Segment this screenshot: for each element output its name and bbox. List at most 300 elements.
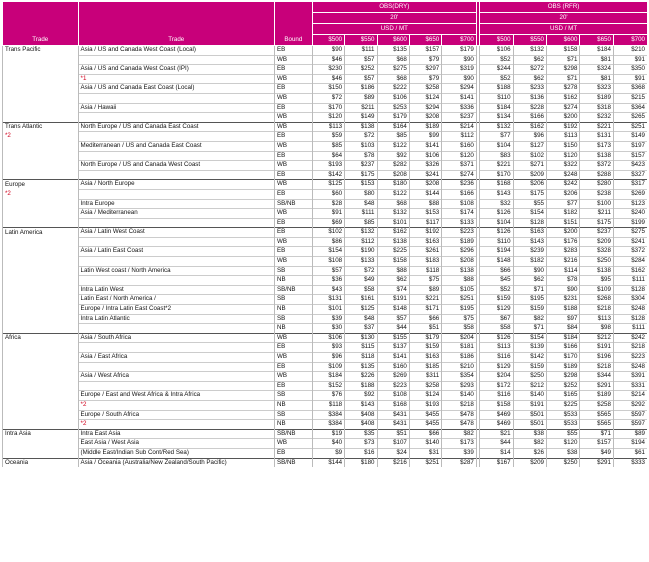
- table-row: [3, 170, 648, 180]
- rfr-rate-cell: $265: [613, 113, 647, 123]
- dry-rate-cell: $57: [312, 266, 344, 276]
- dry-rate-cell: $161: [345, 295, 377, 305]
- table-header: [3, 2, 648, 46]
- dry-rate-cell: $80: [345, 189, 377, 199]
- rfr-rate-cell: $128: [613, 285, 647, 295]
- rfr-rate-cell: $284: [613, 257, 647, 267]
- region-cell: [3, 353, 79, 363]
- dry-rate-cell: $144: [409, 189, 441, 199]
- trade-cell: Asia / US and Canada East Coast (Local): [78, 84, 274, 94]
- table-row: [3, 429, 648, 439]
- dry-group-header: OBS(DRY): [312, 2, 476, 13]
- dry-rate-cell: $72: [345, 266, 377, 276]
- trade-cell: [78, 324, 274, 334]
- rfr-rate-cell: $84: [546, 324, 579, 334]
- region-cell: Oceania: [3, 458, 79, 467]
- rfr-rate-cell: $134: [480, 113, 513, 123]
- trade-cell: (Middle East/Indian Sub Cont/Red Sea): [78, 448, 274, 458]
- dry-rate-cell: $431: [377, 410, 409, 420]
- table-row: [3, 189, 648, 199]
- price-header: $600: [546, 35, 579, 46]
- table-row: [3, 151, 648, 161]
- rfr-rate-cell: $200: [546, 228, 579, 238]
- dry-rate-cell: $30: [312, 324, 344, 334]
- trade-cell: [78, 276, 274, 286]
- dry-rate-cell: $72: [345, 132, 377, 142]
- rfr-rate-cell: $268: [580, 295, 613, 305]
- rfr-rate-cell: $242: [613, 333, 647, 343]
- rfr-rate-cell: $148: [480, 257, 513, 267]
- rfr-rate-cell: $184: [480, 103, 513, 113]
- rfr-rate-cell: $173: [580, 141, 613, 151]
- rfr-rate-cell: $77: [480, 132, 513, 142]
- dry-rate-cell: $106: [409, 151, 441, 161]
- dry-rate-cell: $44: [377, 324, 409, 334]
- rfr-rate-cell: $66: [480, 266, 513, 276]
- dry-rate-cell: $180: [345, 458, 377, 467]
- dry-rate-cell: $135: [377, 46, 409, 56]
- region-cell: [3, 276, 79, 286]
- table-row: [3, 448, 648, 458]
- rfr-rate-cell: $597: [613, 420, 647, 430]
- rfr-rate-cell: $116: [480, 391, 513, 401]
- dry-rate-cell: $153: [345, 180, 377, 190]
- rfr-rate-cell: $597: [613, 410, 647, 420]
- rfr-rate-cell: $83: [480, 151, 513, 161]
- bound-cell: EB: [274, 247, 312, 257]
- dry-rate-cell: $141: [409, 141, 441, 151]
- rfr-rate-cell: $209: [513, 458, 546, 467]
- rfr-rate-cell: $158: [546, 46, 579, 56]
- rfr-rate-cell: $252: [546, 381, 579, 391]
- trade-cell: Asia / Mediterranean: [78, 209, 274, 219]
- rfr-rate-cell: $142: [513, 353, 546, 363]
- rfr-rate-cell: $62: [513, 55, 546, 65]
- rfr-rate-cell: $89: [613, 429, 647, 439]
- rfr-rate-cell: $154: [513, 333, 546, 343]
- dry-rate-cell: $371: [442, 161, 477, 171]
- trade-cell: *2: [78, 420, 274, 430]
- dry-rate-cell: $269: [377, 372, 409, 382]
- bound-cell: WB: [274, 180, 312, 190]
- price-header: $650: [580, 35, 613, 46]
- region-cell: [3, 237, 79, 247]
- bound-cell: WB: [274, 141, 312, 151]
- rfr-rate-cell: $81: [580, 74, 613, 84]
- rfr-rate-cell: $318: [580, 103, 613, 113]
- bound-cell: WB: [274, 74, 312, 84]
- dry-rate-cell: $191: [377, 295, 409, 305]
- dry-rate-cell: $48: [345, 199, 377, 209]
- rfr-rate-cell: $91: [613, 55, 647, 65]
- region-cell: [3, 362, 79, 372]
- region-cell: [3, 113, 79, 123]
- dry-rate-cell: $68: [377, 74, 409, 84]
- dry-rate-cell: $189: [409, 122, 441, 132]
- dry-rate-cell: $66: [409, 314, 441, 324]
- rfr-unit-header: USD / MT: [480, 24, 647, 35]
- dry-rate-cell: $59: [312, 132, 344, 142]
- rfr-rate-cell: $350: [613, 65, 647, 75]
- rfr-rate-cell: $248: [613, 305, 647, 315]
- trade-cell: Asia / Latin East Coast: [78, 247, 274, 257]
- price-header: $700: [442, 35, 477, 46]
- dry-rate-cell: $211: [345, 103, 377, 113]
- region-cell: [3, 391, 79, 401]
- dry-rate-cell: $118: [312, 400, 344, 410]
- rfr-rate-cell: $250: [546, 458, 579, 467]
- rfr-rate-cell: $215: [613, 93, 647, 103]
- rfr-rate-cell: $126: [480, 209, 513, 219]
- dry-rate-cell: $159: [409, 343, 441, 353]
- dry-rate-cell: $89: [345, 93, 377, 103]
- rfr-rate-cell: $162: [546, 93, 579, 103]
- price-header: $550: [345, 35, 377, 46]
- rfr-rate-cell: $116: [480, 353, 513, 363]
- region-cell: [3, 151, 79, 161]
- rfr-rate-cell: $26: [513, 448, 546, 458]
- rfr-rate-cell: $322: [546, 161, 579, 171]
- table-row: [3, 65, 648, 75]
- table-row: [3, 228, 648, 238]
- rfr-rate-cell: $195: [513, 295, 546, 305]
- rfr-rate-cell: $128: [513, 218, 546, 228]
- bound-cell: EB: [274, 132, 312, 142]
- rfr-rate-cell: $206: [513, 180, 546, 190]
- rfr-rate-cell: $372: [580, 161, 613, 171]
- dry-rate-cell: $166: [442, 189, 477, 199]
- bound-cell: WB: [274, 439, 312, 449]
- dry-rate-cell: $75: [409, 276, 441, 286]
- rfr-rate-cell: $191: [580, 343, 613, 353]
- rfr-rate-cell: $188: [546, 305, 579, 315]
- rfr-rate-cell: $269: [613, 189, 647, 199]
- dry-rate-cell: $478: [442, 420, 477, 430]
- dry-rate-cell: $122: [377, 141, 409, 151]
- trade-cell: [78, 132, 274, 142]
- dry-rate-cell: $111: [345, 209, 377, 219]
- table-row: [3, 400, 648, 410]
- dry-rate-cell: $153: [409, 209, 441, 219]
- dry-rate-cell: $117: [409, 218, 441, 228]
- region-cell: [3, 218, 79, 228]
- dry-rate-cell: $99: [409, 132, 441, 142]
- rfr-rate-cell: $170: [546, 353, 579, 363]
- dry-rate-cell: $218: [442, 400, 477, 410]
- rfr-rate-cell: $90: [546, 285, 579, 295]
- table-row: [3, 276, 648, 286]
- dry-rate-cell: $275: [377, 65, 409, 75]
- rfr-rate-cell: $283: [546, 247, 579, 257]
- dry-rate-cell: $179: [377, 113, 409, 123]
- region-cell: [3, 55, 79, 65]
- rfr-rate-cell: $162: [513, 122, 546, 132]
- rfr-rate-cell: $317: [613, 180, 647, 190]
- dry-rate-cell: $85: [377, 132, 409, 142]
- bound-cell: WB: [274, 161, 312, 171]
- dry-rate-cell: $106: [377, 93, 409, 103]
- rfr-rate-cell: $104: [480, 141, 513, 151]
- table-row: [3, 295, 648, 305]
- dry-rate-cell: $408: [345, 410, 377, 420]
- trade-cell: [78, 381, 274, 391]
- rfr-rate-cell: $248: [613, 362, 647, 372]
- trade-cell: Asia / West Africa: [78, 372, 274, 382]
- rfr-rate-cell: $98: [580, 324, 613, 334]
- region-cell: [3, 266, 79, 276]
- dry-rate-cell: $160: [442, 141, 477, 151]
- dry-rate-cell: $132: [377, 209, 409, 219]
- dry-rate-cell: $105: [442, 285, 477, 295]
- rfr-rate-cell: $237: [580, 228, 613, 238]
- table-row: [3, 132, 648, 142]
- dry-rate-cell: $51: [409, 324, 441, 334]
- dry-rate-cell: $130: [345, 333, 377, 343]
- dry-rate-cell: $225: [377, 247, 409, 257]
- trade-cell: Europe / East and West Africa & Intra Africa: [78, 391, 274, 401]
- fuel-surcharge-table: [2, 2, 647, 467]
- dry-rate-cell: $223: [442, 228, 477, 238]
- dry-rate-cell: $214: [442, 122, 477, 132]
- dry-rate-cell: $28: [312, 199, 344, 209]
- dry-rate-cell: $122: [377, 189, 409, 199]
- bound-cell: EB: [274, 448, 312, 458]
- dry-rate-cell: $92: [377, 151, 409, 161]
- rfr-rate-cell: $62: [513, 276, 546, 286]
- table-row: [3, 314, 648, 324]
- dry-rate-cell: $148: [377, 305, 409, 315]
- rfr-rate-cell: $166: [546, 343, 579, 353]
- rfr-rate-cell: $189: [580, 93, 613, 103]
- dry-rate-cell: $106: [312, 333, 344, 343]
- dry-rate-cell: $69: [312, 218, 344, 228]
- dry-rate-cell: $297: [409, 65, 441, 75]
- trade-cell: [78, 113, 274, 123]
- rfr-rate-cell: $90: [513, 266, 546, 276]
- bound-cell: NB: [274, 400, 312, 410]
- table-row: [3, 458, 648, 467]
- rfr-rate-cell: $291: [580, 458, 613, 467]
- rfr-rate-cell: $275: [613, 228, 647, 238]
- rfr-rate-cell: $14: [480, 448, 513, 458]
- region-cell: [3, 65, 79, 75]
- dry-rate-cell: $24: [377, 448, 409, 458]
- region-cell: [3, 285, 79, 295]
- rfr-rate-cell: $196: [580, 353, 613, 363]
- table-row: [3, 305, 648, 315]
- table-row: [3, 410, 648, 420]
- table-row: [3, 141, 648, 151]
- trade-cell: North Europe / US and Canada West Coast: [78, 161, 274, 171]
- bound-cell: SB: [274, 266, 312, 276]
- dry-rate-cell: $188: [345, 381, 377, 391]
- rfr-rate-cell: $111: [613, 276, 647, 286]
- rfr-rate-cell: $67: [480, 314, 513, 324]
- rfr-rate-cell: $225: [546, 400, 579, 410]
- bound-cell: WB: [274, 333, 312, 343]
- rfr-rate-cell: $189: [546, 362, 579, 372]
- region-cell: *2: [3, 189, 79, 199]
- rfr-rate-cell: $143: [480, 189, 513, 199]
- rfr-rate-cell: $271: [513, 161, 546, 171]
- dry-rate-cell: $115: [345, 343, 377, 353]
- rfr-rate-cell: $221: [580, 122, 613, 132]
- rfr-rate-cell: $331: [613, 381, 647, 391]
- bound-cell: EB: [274, 343, 312, 353]
- rfr-rate-cell: $199: [613, 218, 647, 228]
- dry-rate-cell: $181: [442, 343, 477, 353]
- dry-rate-cell: $179: [409, 333, 441, 343]
- dry-rate-cell: $76: [312, 391, 344, 401]
- dry-rate-cell: $112: [345, 237, 377, 247]
- rfr-rate-cell: $278: [546, 84, 579, 94]
- dry-rate-cell: $46: [312, 55, 344, 65]
- rfr-rate-cell: $165: [546, 391, 579, 401]
- rfr-rate-cell: $218: [580, 362, 613, 372]
- dry-rate-cell: $35: [345, 429, 377, 439]
- rfr-rate-cell: $49: [580, 448, 613, 458]
- rfr-rate-cell: $184: [580, 46, 613, 56]
- price-header: $600: [377, 35, 409, 46]
- trade-cell: [78, 237, 274, 247]
- rfr-rate-cell: $218: [613, 343, 647, 353]
- bound-cell: WB: [274, 55, 312, 65]
- rfr-rate-cell: $533: [546, 410, 579, 420]
- rfr-rate-cell: $206: [546, 189, 579, 199]
- rfr-rate-cell: $344: [580, 372, 613, 382]
- bound-cell: NB: [274, 420, 312, 430]
- rfr-rate-cell: $102: [513, 151, 546, 161]
- region-cell: [3, 93, 79, 103]
- dry-rate-cell: $108: [312, 257, 344, 267]
- dry-rate-cell: $73: [345, 439, 377, 449]
- dry-rate-cell: $49: [345, 276, 377, 286]
- price-header: $550: [513, 35, 546, 46]
- dry-rate-cell: $133: [345, 257, 377, 267]
- table-row: [3, 343, 648, 353]
- region-cell: [3, 400, 79, 410]
- dry-rate-cell: $66: [409, 429, 441, 439]
- region-cell: Intra Asia: [3, 429, 79, 439]
- rfr-rate-cell: $132: [513, 46, 546, 56]
- trade-cell: Asia / East Africa: [78, 353, 274, 363]
- dry-rate-cell: $51: [377, 429, 409, 439]
- dry-rate-cell: $88: [442, 276, 477, 286]
- rfr-rate-cell: $55: [546, 429, 579, 439]
- rfr-rate-cell: $100: [580, 199, 613, 209]
- rfr-rate-cell: $501: [513, 420, 546, 430]
- rfr-rate-cell: $565: [580, 410, 613, 420]
- rfr-rate-cell: $184: [546, 333, 579, 343]
- dry-rate-cell: $85: [312, 141, 344, 151]
- trade-cell: Mediterranean / US and Canada East Coast: [78, 141, 274, 151]
- rfr-rate-cell: $188: [480, 84, 513, 94]
- region-cell: [3, 372, 79, 382]
- rfr-rate-cell: $91: [613, 74, 647, 84]
- bound-cell: EB: [274, 362, 312, 372]
- region-cell: [3, 420, 79, 430]
- bound-cell: SB/NB: [274, 285, 312, 295]
- rfr-rate-cell: $469: [480, 410, 513, 420]
- rfr-rate-cell: $71: [580, 429, 613, 439]
- rfr-rate-cell: $274: [546, 103, 579, 113]
- trade-cell: Asia / Oceania (Australia/New Zealand/South Pacific): [78, 458, 274, 467]
- bound-cell: EB: [274, 65, 312, 75]
- table-row: [3, 285, 648, 295]
- rfr-rate-cell: $228: [513, 103, 546, 113]
- dry-rate-cell: $258: [409, 84, 441, 94]
- dry-rate-cell: $109: [312, 362, 344, 372]
- region-cell: [3, 381, 79, 391]
- dry-rate-cell: $162: [377, 228, 409, 238]
- rfr-rate-cell: $182: [513, 257, 546, 267]
- dry-rate-cell: $216: [377, 458, 409, 467]
- table-row: [3, 209, 648, 219]
- dry-rate-cell: $226: [345, 372, 377, 382]
- dry-rate-cell: $408: [345, 420, 377, 430]
- rfr-rate-cell: $250: [580, 257, 613, 267]
- rfr-rate-cell: $38: [513, 429, 546, 439]
- trade-cell: [78, 189, 274, 199]
- dry-rate-cell: $68: [377, 55, 409, 65]
- table-row: [3, 247, 648, 257]
- dry-rate-cell: $133: [442, 218, 477, 228]
- table-row: [3, 362, 648, 372]
- region-cell: [3, 103, 79, 113]
- trade-cell: Intra Latin Atlantic: [78, 314, 274, 324]
- rfr-rate-cell: $151: [546, 218, 579, 228]
- dry-rate-cell: $237: [345, 161, 377, 171]
- dry-rate-cell: $37: [345, 324, 377, 334]
- table-body: [3, 46, 648, 468]
- dry-rate-cell: $180: [377, 180, 409, 190]
- region-cell: [3, 305, 79, 315]
- bound-cell: EB: [274, 189, 312, 199]
- bound-cell: WB: [274, 209, 312, 219]
- table-row: [3, 439, 648, 449]
- bound-cell: WB: [274, 257, 312, 267]
- rfr-rate-cell: $52: [480, 285, 513, 295]
- bound-cell: EB: [274, 151, 312, 161]
- price-header: $500: [480, 35, 513, 46]
- rfr-rate-cell: $323: [580, 84, 613, 94]
- region-cell: [3, 295, 79, 305]
- dry-rate-cell: $89: [409, 285, 441, 295]
- rfr-rate-cell: $136: [513, 93, 546, 103]
- rfr-rate-cell: $157: [580, 439, 613, 449]
- dry-rate-cell: $236: [442, 180, 477, 190]
- bound-cell: SB: [274, 391, 312, 401]
- dry-rate-cell: $282: [377, 161, 409, 171]
- dry-rate-cell: $48: [345, 314, 377, 324]
- dry-rate-cell: $90: [442, 55, 477, 65]
- dry-rate-cell: $171: [409, 305, 441, 315]
- dry-rate-cell: $258: [409, 381, 441, 391]
- region-cell: Latin America: [3, 228, 79, 238]
- rfr-rate-cell: $233: [513, 84, 546, 94]
- dry-rate-cell: $222: [377, 84, 409, 94]
- rfr-rate-cell: $139: [513, 343, 546, 353]
- dry-rate-cell: $431: [377, 420, 409, 430]
- rfr-group-header: OBS (RFR): [480, 2, 647, 13]
- dry-rate-cell: $296: [442, 247, 477, 257]
- dry-rate-cell: $62: [377, 276, 409, 286]
- dry-rate-cell: $186: [345, 84, 377, 94]
- rfr-rate-cell: $167: [480, 458, 513, 467]
- price-header: $500: [312, 35, 344, 46]
- trade-detail-header: Trade: [78, 2, 274, 46]
- dry-rate-cell: $132: [345, 228, 377, 238]
